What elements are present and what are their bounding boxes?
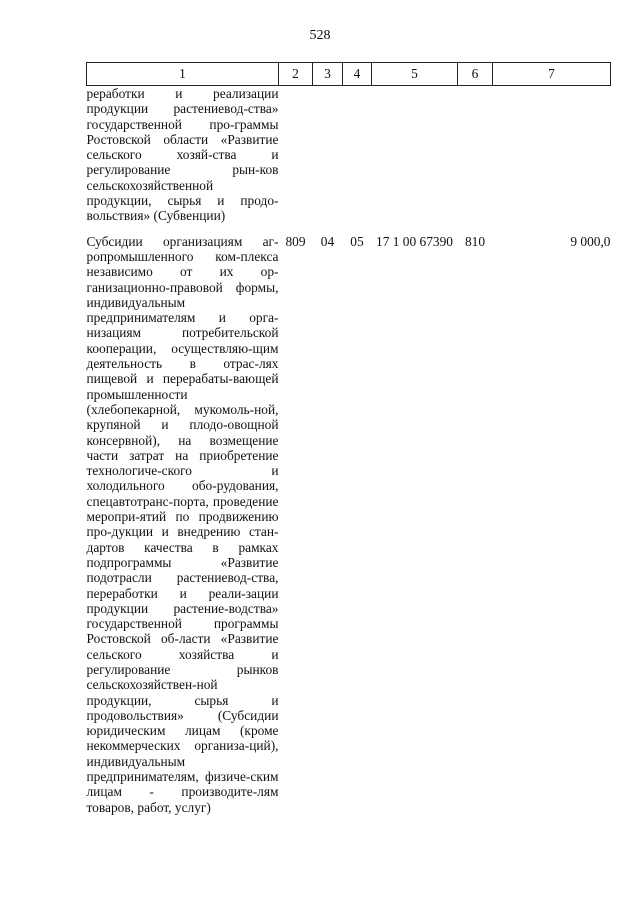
header-row	[87, 63, 611, 86]
row-expense-type: 810	[464, 233, 486, 249]
column-header-7: 7	[493, 63, 611, 86]
row-amount: 9 000,0	[570, 233, 611, 249]
page-number: 528	[309, 28, 331, 43]
row-subsection-code	[343, 86, 372, 224]
table-header	[87, 63, 611, 86]
row-subsection-code: 05	[350, 233, 364, 249]
row-ministry-code: 809	[285, 233, 306, 249]
row-spacer	[87, 224, 611, 234]
row-description: реработки и реализации продукции растениевод-ства» государственной про-граммы Ростовской области «Развитие сельского хозяй-ства и регулирование рын-ков сельскохозяйственной продукции, сырья и продо-вольствия» (Субвенции)	[86, 86, 279, 224]
row-expense-type	[458, 86, 493, 224]
row-amount	[493, 86, 611, 224]
table-body	[87, 86, 611, 815]
row-description: Субсидии организациям аг-ропромышленного ком-плекса независимо от их ор-ганизационно-правовой формы, индивидуальным предпринимателям и орга-низациям потребительской кооперации, осуществляю-щим деятельность в отрас-лях пищевой и перерабаты-вающей промышленности (хлебопекарной, мукомоль-ной, крупяной и плодо-овощной консервной), на возмещение части затрат на приобретение технологиче-ского и холодильного обо-рудования, спецавтотранс-порта, проведение меропри-ятий по продвижению про-дукции и внедрению стан-дартов качества в рамках подпрограммы «Развитие подотрасли растениевод-ства, переработки и реали-зации продукции растение-водства» государственной программы Ростовской об-ласти «Развитие сельского хозяйства и регулирование рынков сельскохозяйствен-ной продукции, сырья и продовольствия» (Субсидии юридическим лицам (кроме некоммерческих организа-ций), индивидуальным предпринимателям, физиче-ским лицам - производите-лям товаров, работ, услуг)	[86, 233, 279, 815]
spacer-cell	[87, 224, 611, 234]
row-target-article	[372, 86, 458, 224]
column-header-2: 2	[279, 63, 313, 86]
column-header-1: 1	[87, 63, 279, 86]
table-row	[87, 86, 611, 224]
row-section-code	[313, 86, 343, 224]
column-header-3: 3	[313, 63, 343, 86]
column-header-4: 4	[343, 63, 372, 86]
row-target-article: 17 1 00 67390	[376, 233, 453, 249]
column-header-5: 5	[372, 63, 458, 86]
table-row	[87, 234, 611, 815]
budget-table	[86, 62, 611, 815]
column-header-6: 6	[458, 63, 493, 86]
row-section-code: 04	[320, 233, 335, 249]
row-ministry-code	[279, 86, 313, 224]
